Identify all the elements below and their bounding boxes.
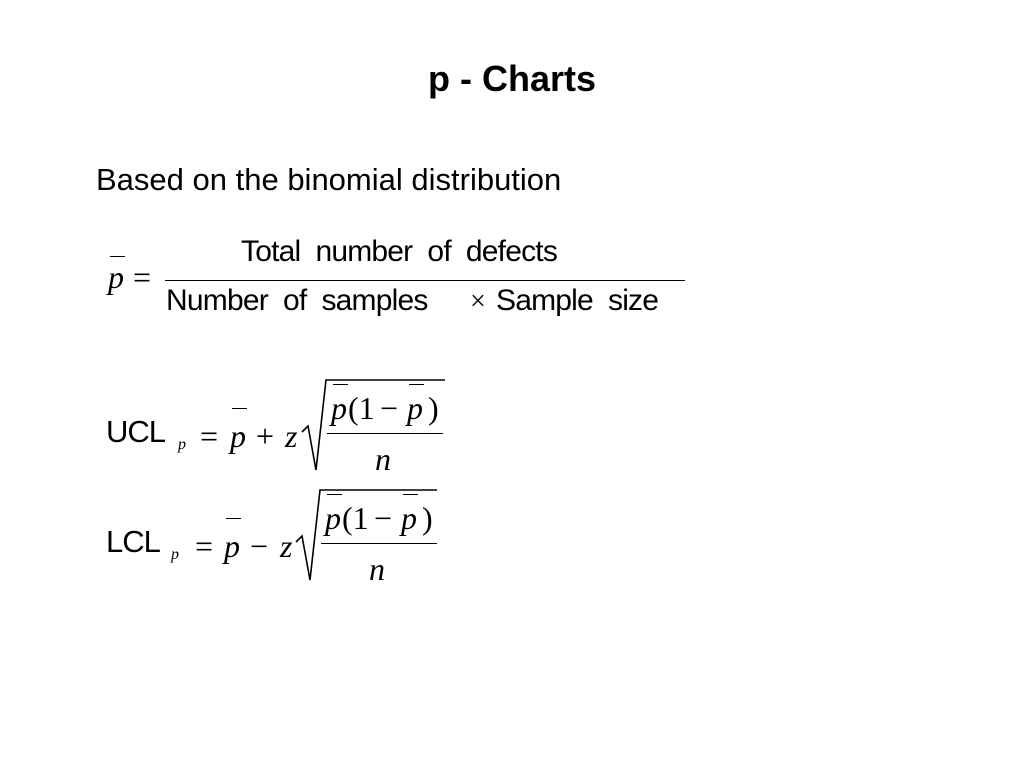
lcl-num-p2: p xyxy=(401,500,417,536)
ucl-num-p2-overline xyxy=(409,384,424,385)
ucl-pbar: p xyxy=(230,418,246,454)
pbar-numerator: Total number of defects xyxy=(241,235,558,268)
ucl-equals: = xyxy=(200,418,219,454)
lcl-fraction-bar xyxy=(321,543,437,544)
ucl-pbar-overline xyxy=(232,408,247,409)
lcl-equals: = xyxy=(195,528,214,564)
ucl-num-p2: p xyxy=(407,390,423,426)
ucl-den-n: n xyxy=(375,441,391,477)
lcl-pbar-overline xyxy=(226,518,241,519)
lcl-subscript: p xyxy=(171,546,179,563)
ucl-num-close: ) xyxy=(428,390,439,426)
lcl-den-n: n xyxy=(369,551,385,587)
pbar-denominator-left: Number of samples xyxy=(166,284,428,317)
pbar-overline xyxy=(110,256,125,257)
lcl-pbar: p xyxy=(224,528,240,564)
lcl-num-minus: − xyxy=(374,500,393,536)
ucl-subscript: p xyxy=(178,436,186,453)
lcl-num-p1-overline xyxy=(327,494,342,495)
ucl-num-open: (1 xyxy=(348,390,375,426)
pbar-fraction-bar xyxy=(165,280,685,281)
slide-subtitle: Based on the binomial distribution xyxy=(96,162,562,197)
pbar-denominator-right: Sample size xyxy=(496,284,659,317)
ucl-num-minus: − xyxy=(380,390,399,426)
lcl-label: LCL xyxy=(106,524,160,559)
pbar-lhs-var: p xyxy=(108,259,124,295)
ucl-num-p1: p xyxy=(331,390,347,426)
ucl-z: z xyxy=(285,418,298,454)
lcl-num-p2-overline xyxy=(403,494,418,495)
ucl-label: UCL xyxy=(106,414,166,449)
lcl-minus: − xyxy=(250,528,269,564)
slide-title: p - Charts xyxy=(427,58,596,99)
ucl-plus: + xyxy=(256,418,275,454)
pbar-times-symbol: × xyxy=(470,286,486,317)
ucl-num-p1-overline xyxy=(333,384,348,385)
pbar-equals: = xyxy=(133,259,152,295)
lcl-num-p1: p xyxy=(325,500,341,536)
ucl-fraction-bar xyxy=(327,433,443,434)
lcl-num-close: ) xyxy=(422,500,433,536)
lcl-z: z xyxy=(280,528,293,564)
lcl-num-open: (1 xyxy=(342,500,369,536)
